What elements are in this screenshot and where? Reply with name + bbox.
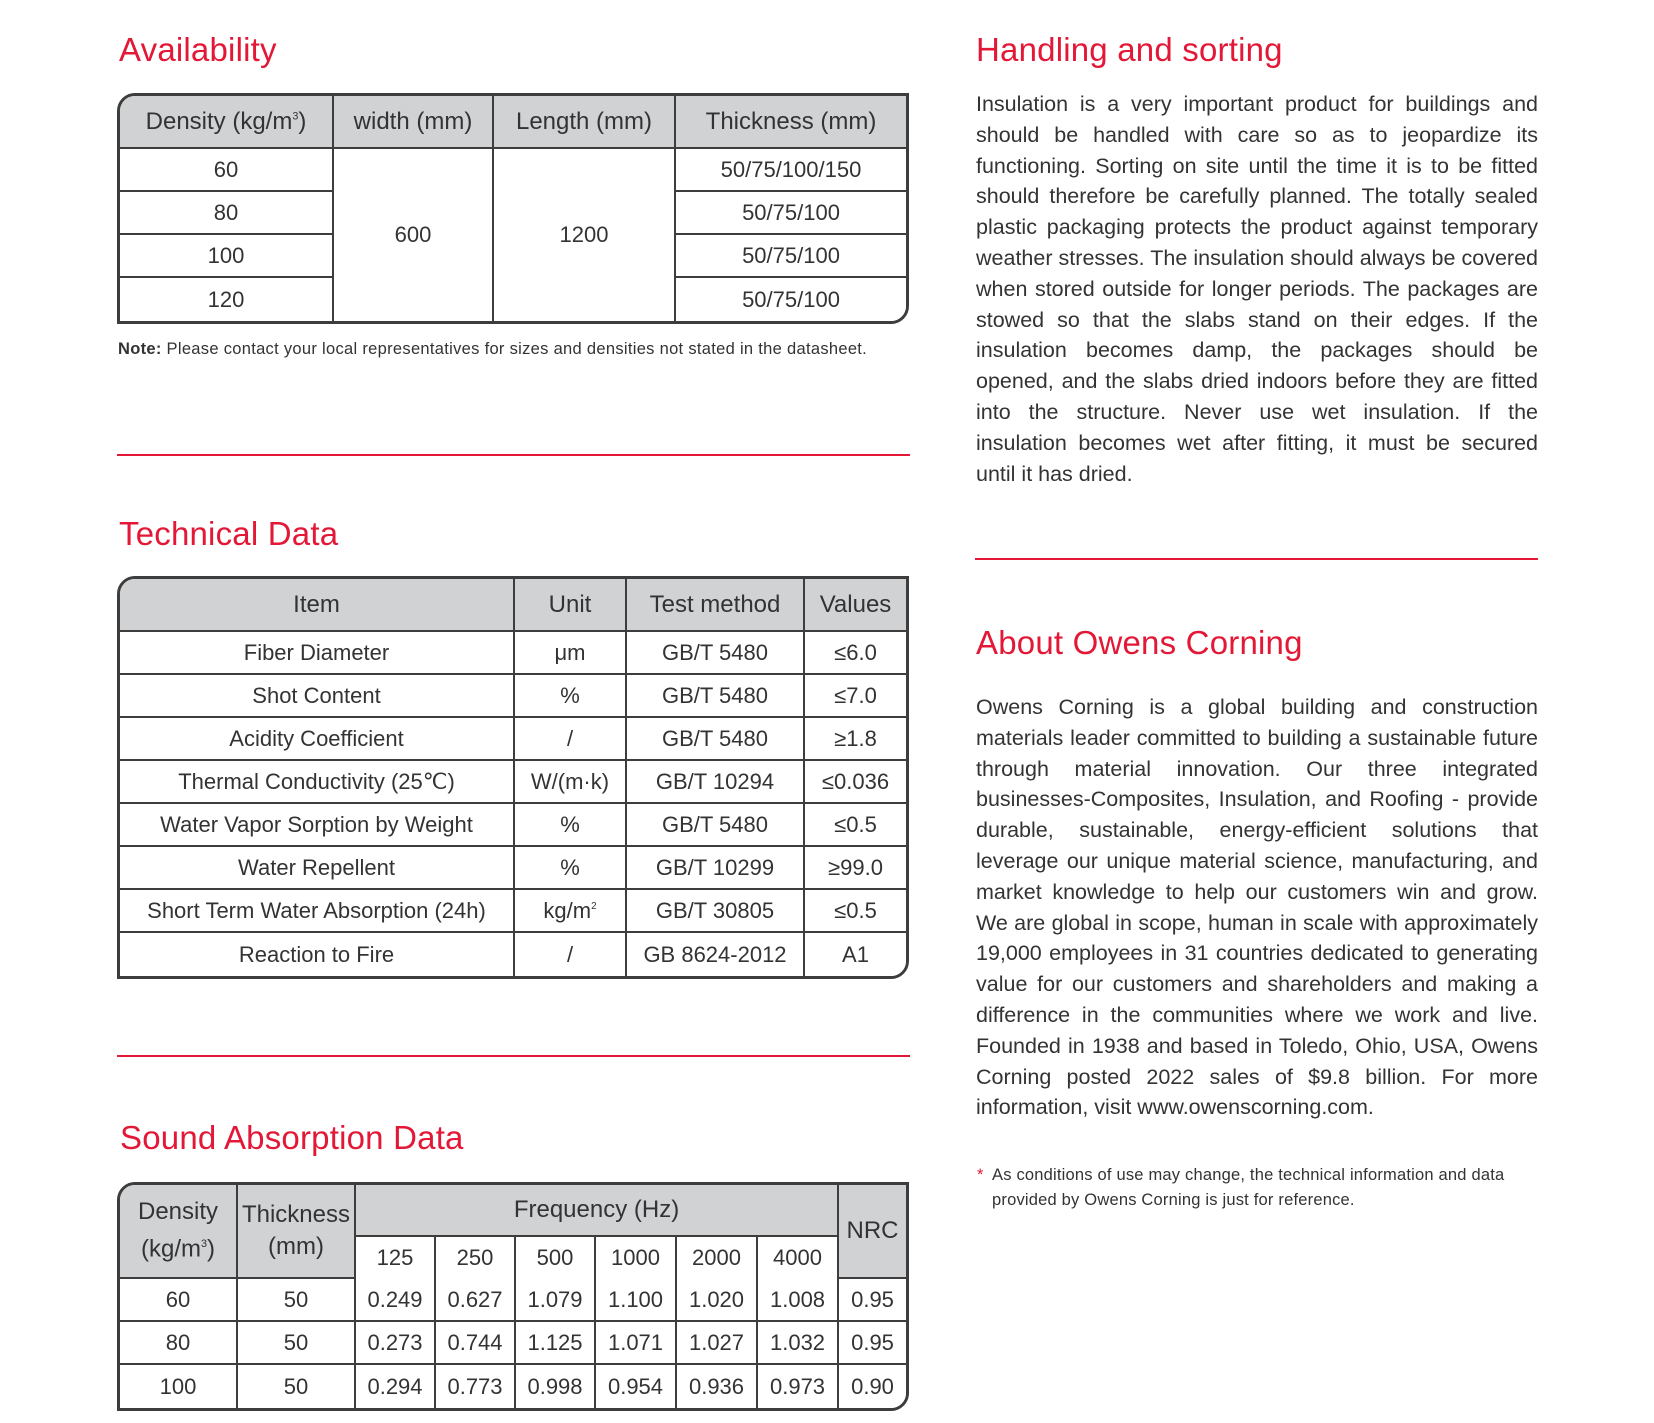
density-cell: 60	[120, 149, 334, 192]
table-row	[120, 933, 906, 976]
density-cell: 80	[120, 192, 334, 235]
frequency-cell: 2000	[677, 1237, 758, 1279]
method-cell: GB/T 5480	[627, 632, 805, 675]
value-cell: ≤6.0	[805, 632, 906, 675]
about-body: Owens Corning is a global building and construction materials leader committed to building a sustainable future through material innovation. Our three integrated businesses-Composites, Insulation, and Roofing - provide durable, sustainable, energy-efficient solutions that leverage our unique material science, manufacturing, and market knowledge to help our customers win and grow. We are global in scope, human in scale with approximately 19,000 employees in 31 countries dedicated to generating value for our customers and shareholders and making a difference in the communities where we work and live. Founded in 1938 and based in Toledo, Ohio, USA, Owens Corning posted 2022 sales of $9.8 billion. For more information, visit www.owenscorning.com.	[976, 695, 1538, 1120]
density-cell: 80	[120, 1322, 238, 1365]
availability-note	[118, 337, 910, 362]
sound-absorption-table	[117, 1182, 909, 1411]
sound-header-nrc: NRC	[839, 1185, 906, 1279]
absorption-cell: 1.071	[596, 1322, 677, 1365]
technical-data-table	[117, 576, 909, 979]
value-cell: ≤0.036	[805, 761, 906, 804]
about-heading: About Owens Corning	[976, 624, 1303, 661]
table-row	[120, 847, 906, 890]
method-cell: GB/T 10299	[627, 847, 805, 890]
absorption-cell: 1.100	[596, 1279, 677, 1322]
absorption-cell: 0.273	[356, 1322, 436, 1365]
handling-body: Insulation is a very important product for buildings and should be handled with care so as to jeopardize its functioning. Sorting on site until the time it is to be fitted should therefore be carefully planned. The totally sealed plastic packaging protects the product against temporary weather stresses. The insulation should always be covered when stored outside for longer periods. The packages are stowed so that the slabs stand on their edges. If the insulation becomes damp, the packages should be opened, and the slabs dried indoors before they are fitted into the structure. Never use wet insulation. If the insulation becomes wet after fitting, it must be secured until it has dried.	[976, 92, 1538, 486]
item-cell: Thermal Conductivity (25℃)	[120, 761, 515, 804]
frequency-cell: 500	[516, 1237, 596, 1279]
note-label: Note:	[118, 340, 162, 358]
footnote-text: As conditions of use may change, the technical information and data provided by Owens Corning is just for reference.	[992, 1166, 1505, 1209]
item-cell: Shot Content	[120, 675, 515, 718]
thickness-cell: 50	[238, 1365, 356, 1408]
table-row	[120, 1365, 906, 1408]
availability-heading: Availability	[119, 31, 277, 68]
sound-header-thickness: Thickness (mm)	[238, 1185, 356, 1279]
thickness-cell: 50/75/100	[676, 278, 906, 321]
absorption-cell: 0.294	[356, 1365, 436, 1408]
frequency-cell: 250	[436, 1237, 516, 1279]
handling-heading: Handling and sorting	[976, 31, 1283, 68]
unit-cell: $kg/m^2$	[515, 890, 627, 933]
frequency-cell: 1000	[596, 1237, 677, 1279]
absorption-cell: 1.125	[516, 1322, 596, 1365]
method-cell: GB/T 5480	[627, 718, 805, 761]
unit-cell: μm	[515, 632, 627, 675]
section-divider	[117, 1055, 910, 1057]
table-row	[120, 718, 906, 761]
frequency-cell: 4000	[758, 1237, 839, 1279]
density-cell: 100	[120, 235, 334, 278]
table-row	[120, 675, 906, 718]
method-cell: GB 8624-2012	[627, 933, 805, 976]
note-text: Please contact your local representatives for sizes and densities not stated in the datasheet.	[161, 340, 868, 358]
length-cell: 1200	[494, 149, 676, 321]
thickness-cell: 50/75/100	[676, 192, 906, 235]
availability-header-length: Length (mm)	[494, 96, 676, 149]
nrc-cell: 0.90	[839, 1365, 906, 1408]
table-row	[120, 1322, 906, 1365]
unit-cell: %	[515, 847, 627, 890]
absorption-cell: 0.249	[356, 1279, 436, 1322]
value-cell: ≥99.0	[805, 847, 906, 890]
tech-header-method: Test method	[627, 579, 805, 632]
frequency-cell: 125	[356, 1237, 436, 1279]
unit-cell: W/(m·k)	[515, 761, 627, 804]
item-cell: Fiber Diameter	[120, 632, 515, 675]
unit-cell: /	[515, 933, 627, 976]
method-cell: GB/T 5480	[627, 804, 805, 847]
method-cell: GB/T 5480	[627, 675, 805, 718]
table-row	[120, 632, 906, 675]
density-cell: 60	[120, 1279, 238, 1322]
value-cell: A1	[805, 933, 906, 976]
item-cell: Short Term Water Absorption (24h)	[120, 890, 515, 933]
availability-header-width: width (mm)	[334, 96, 494, 149]
absorption-cell: 0.773	[436, 1365, 516, 1408]
tech-header-unit: Unit	[515, 579, 627, 632]
thickness-cell: 50	[238, 1279, 356, 1322]
table-row	[120, 149, 906, 192]
value-cell: ≥1.8	[805, 718, 906, 761]
thickness-cell: 50	[238, 1322, 356, 1365]
section-divider	[975, 558, 1538, 560]
absorption-cell: 1.008	[758, 1279, 839, 1322]
item-cell: Acidity Coefficient	[120, 718, 515, 761]
availability-header-thickness: Thickness (mm)	[676, 96, 906, 149]
value-cell: ≤0.5	[805, 804, 906, 847]
sound-header-density: Density $(kg/m^3)$	[120, 1185, 238, 1279]
tech-header-values: Values	[805, 579, 906, 632]
table-row	[120, 1279, 906, 1322]
absorption-cell: 0.936	[677, 1365, 758, 1408]
technical-data-heading: Technical Data	[119, 515, 339, 552]
sound-absorption-heading: Sound Absorption Data	[120, 1119, 464, 1156]
thickness-cell: 50/75/100	[676, 235, 906, 278]
absorption-cell: 0.744	[436, 1322, 516, 1365]
absorption-cell: 0.973	[758, 1365, 839, 1408]
table-row	[120, 890, 906, 933]
disclaimer-footnote	[977, 1163, 1538, 1213]
absorption-cell: 0.998	[516, 1365, 596, 1408]
absorption-cell: 1.032	[758, 1322, 839, 1365]
unit-cell: %	[515, 804, 627, 847]
item-cell: Water Repellent	[120, 847, 515, 890]
availability-table	[117, 93, 909, 324]
width-cell: 600	[334, 149, 494, 321]
table-row	[120, 804, 906, 847]
table-row	[120, 761, 906, 804]
absorption-cell: 1.079	[516, 1279, 596, 1322]
unit-cell: /	[515, 718, 627, 761]
absorption-cell: 0.954	[596, 1365, 677, 1408]
thickness-cell: 50/75/100/150	[676, 149, 906, 192]
density-cell: 100	[120, 1365, 238, 1408]
nrc-cell: 0.95	[839, 1322, 906, 1365]
section-divider	[117, 454, 910, 456]
asterisk-icon: *	[977, 1166, 984, 1184]
value-cell: ≤0.5	[805, 890, 906, 933]
method-cell: GB/T 30805	[627, 890, 805, 933]
nrc-cell: 0.95	[839, 1279, 906, 1322]
value-cell: ≤7.0	[805, 675, 906, 718]
availability-header-density: Density $(kg/m^3)$	[120, 96, 334, 149]
absorption-cell: 0.627	[436, 1279, 516, 1322]
absorption-cell: 1.020	[677, 1279, 758, 1322]
density-cell: 120	[120, 278, 334, 321]
method-cell: GB/T 10294	[627, 761, 805, 804]
unit-cell: %	[515, 675, 627, 718]
item-cell: Water Vapor Sorption by Weight	[120, 804, 515, 847]
item-cell: Reaction to Fire	[120, 933, 515, 976]
absorption-cell: 1.027	[677, 1322, 758, 1365]
tech-header-item: Item	[120, 579, 515, 632]
sound-header-frequency: Frequency (Hz)	[356, 1185, 839, 1237]
